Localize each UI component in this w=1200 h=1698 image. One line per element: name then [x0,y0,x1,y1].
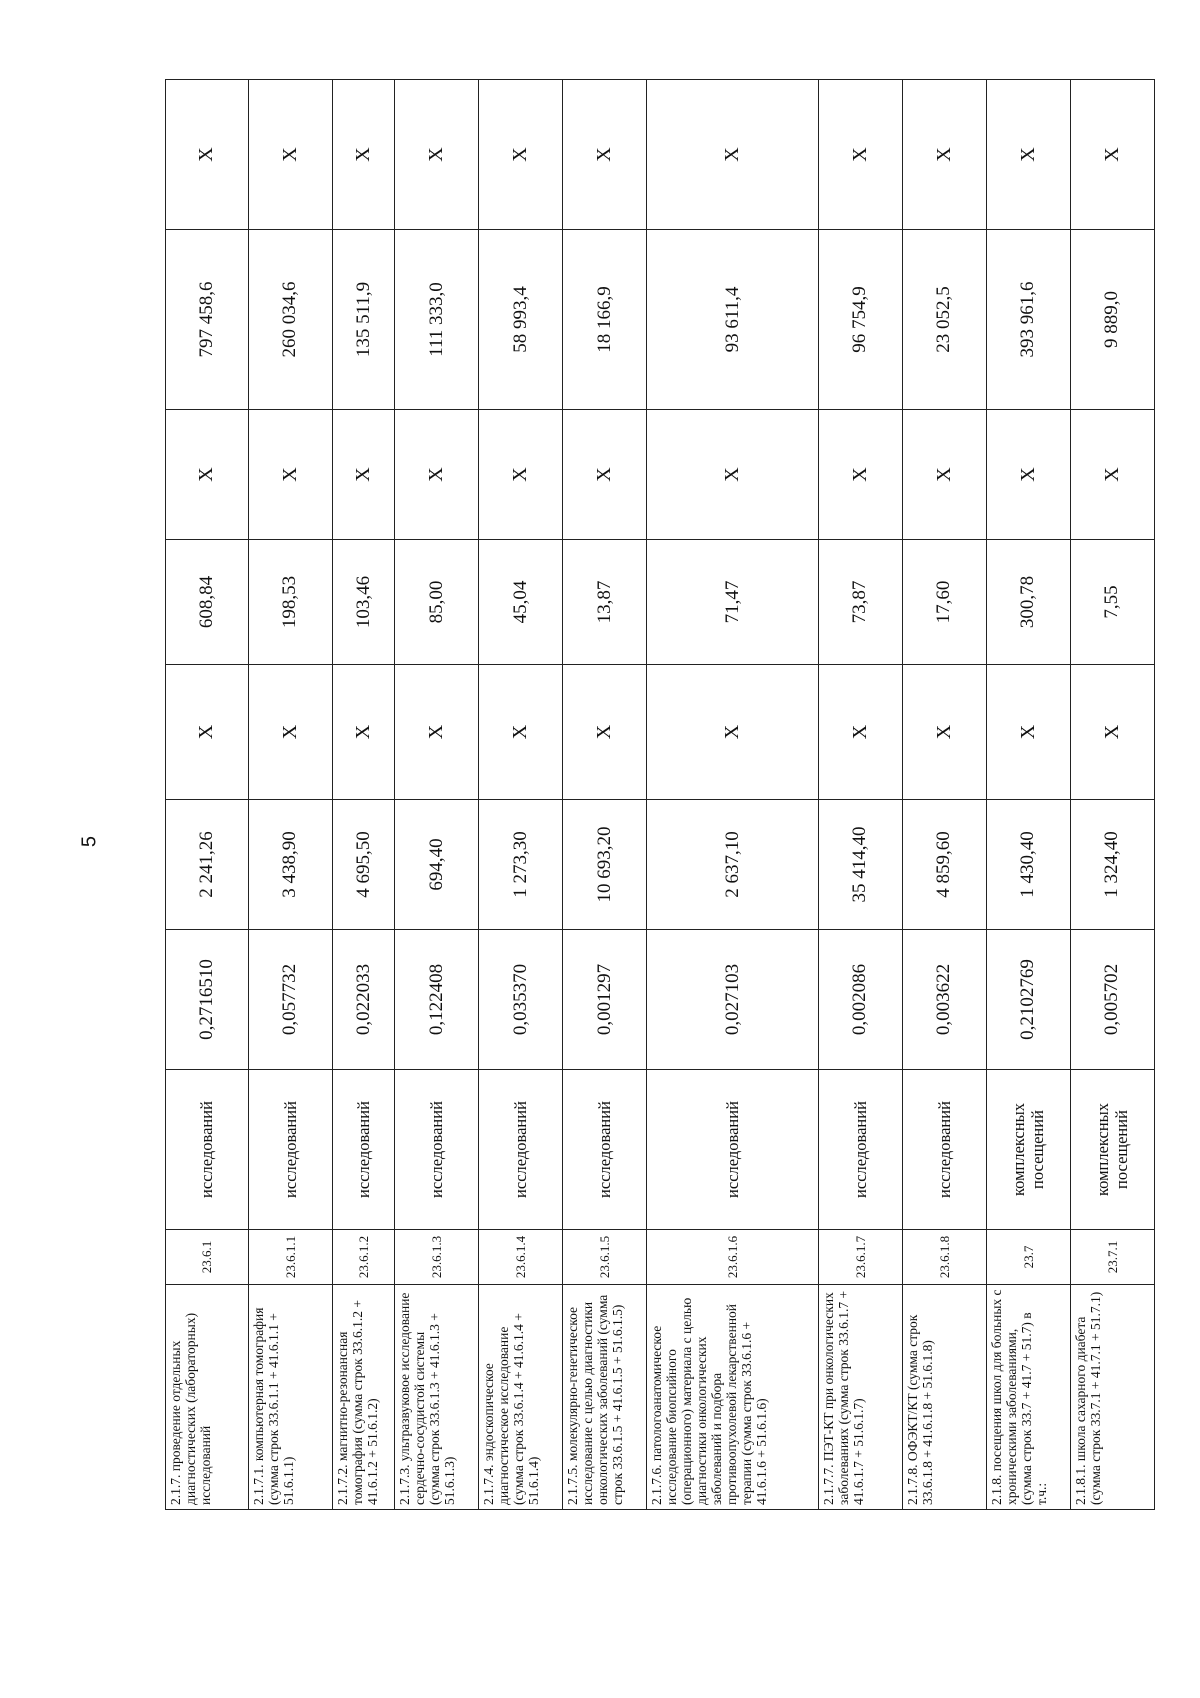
row-x-mark: X [248,665,332,800]
row-total: 18 166,9 [563,230,647,410]
row-x-mark: X [479,410,563,540]
row-total: 111 333,0 [395,230,479,410]
row-volume: 0,022033 [333,930,395,1070]
row-unit: исследований [166,1070,249,1230]
row-code: 23.6.1.3 [395,1230,479,1285]
row-unit: исследований [563,1070,647,1230]
row-cost: 1 273,30 [479,800,563,930]
row-x-mark: X [1070,410,1154,540]
row-cost: 10 693,20 [563,800,647,930]
row-name: 2.1.7.2. магнитно-резонансная томография (сумма строк 33.6.1.2 + 41.6.1.2 + 51.6.1.2) [333,1285,395,1510]
row-x-mark: X [166,665,249,800]
row-name: 2.1.7.3. ультразвуковое исследование сердечно-сосудистой системы (сумма строк 33.6.1.3 + 41.6.1.3 + 51.6.1.3) [395,1285,479,1510]
row-cost: 2 241,26 [166,800,249,930]
row-total: 93 611,4 [647,230,818,410]
row-name: 2.1.7.8. ОФЭКТ/КТ (сумма строк 33.6.1.8 + 41.6.1.8 + 51.6.1.8) [902,1285,986,1510]
row-cost: 3 438,90 [248,800,332,930]
table-row [395,80,479,1510]
row-volume: 0,122408 [395,930,479,1070]
row-x-mark: X [333,80,395,230]
row-name: 2.1.7.5. молекулярно-генетическое исследование с целью диагностики онкологических заболеваний (сумма строк 33.6.1.5 + 41.6.1.5 + 51.6.1.5) [563,1285,647,1510]
row-x-mark: X [986,665,1070,800]
row-amount: 103,46 [333,540,395,665]
row-name: 2.1.7. проведение отдельных диагностических (лабораторных) исследований [166,1285,249,1510]
row-code: 23.6.1.4 [479,1230,563,1285]
row-x-mark: X [818,410,902,540]
table-body [166,80,1155,1510]
row-x-mark: X [395,410,479,540]
table-row [166,80,249,1510]
row-name: 2.1.7.4. эндоскопическое диагностическое исследование (сумма строк 33.6.1.4 + 41.6.1.4 + 51.6.1.4) [479,1285,563,1510]
row-x-mark: X [395,80,479,230]
row-cost: 35 414,40 [818,800,902,930]
row-x-mark: X [333,665,395,800]
row-amount: 71,47 [647,540,818,665]
row-x-mark: X [986,410,1070,540]
row-amount: 7,55 [1070,540,1154,665]
row-code: 23.6.1 [166,1230,249,1285]
table-row [818,80,902,1510]
row-total: 58 993,4 [479,230,563,410]
row-total: 797 458,6 [166,230,249,410]
row-unit: исследований [902,1070,986,1230]
row-amount: 73,87 [818,540,902,665]
table-row [902,80,986,1510]
table-row [563,80,647,1510]
row-volume: 0,003622 [902,930,986,1070]
row-x-mark: X [248,80,332,230]
row-amount: 300,78 [986,540,1070,665]
row-total: 393 961,6 [986,230,1070,410]
row-total: 260 034,6 [248,230,332,410]
row-code: 23.6.1.1 [248,1230,332,1285]
row-amount: 45,04 [479,540,563,665]
row-unit: исследований [248,1070,332,1230]
table-container [165,80,1155,1510]
row-unit: комплексных посещений [986,1070,1070,1230]
row-name: 2.1.8. посещения школ для больных с хроническими заболеваниями, (сумма строк 33.7 + 41.7 + 51.7) в т.ч.: [986,1285,1070,1510]
row-unit: исследований [479,1070,563,1230]
row-x-mark: X [647,80,818,230]
row-x-mark: X [818,665,902,800]
row-volume: 0,035370 [479,930,563,1070]
row-code: 23.7.1 [1070,1230,1154,1285]
row-amount: 85,00 [395,540,479,665]
row-name: 2.1.7.6. патологоанатомическое исследование биопсийного (операционного) материала с целью диагностики онкологических заболеваний и подбора противоопухолевой лекарственной терапии (сумма строк 33.6.1.6 + 41.6.1.6 + 51.6.1.6) [647,1285,818,1510]
table-row [248,80,332,1510]
row-volume: 0,001297 [563,930,647,1070]
row-volume: 0,2102769 [986,930,1070,1070]
row-name: 2.1.7.7. ПЭТ-КТ при онкологических заболеваниях (сумма строк 33.6.1.7 + 41.6.1.7 + 51.6.1.7) [818,1285,902,1510]
table-row [479,80,563,1510]
row-x-mark: X [1070,665,1154,800]
row-cost: 694,40 [395,800,479,930]
table-row [1070,80,1154,1510]
row-x-mark: X [563,665,647,800]
row-volume: 0,057732 [248,930,332,1070]
row-code: 23.6.1.6 [647,1230,818,1285]
row-unit: исследований [818,1070,902,1230]
row-x-mark: X [818,80,902,230]
row-unit: исследований [333,1070,395,1230]
row-x-mark: X [563,80,647,230]
row-x-mark: X [333,410,395,540]
row-x-mark: X [647,665,818,800]
row-total: 96 754,9 [818,230,902,410]
row-cost: 4 859,60 [902,800,986,930]
row-unit: комплексных посещений [1070,1070,1154,1230]
row-amount: 17,60 [902,540,986,665]
row-x-mark: X [986,80,1070,230]
row-name: 2.1.7.1. компьютерная томография (сумма строк 33.6.1.1 + 41.6.1.1 + 51.6.1.1) [248,1285,332,1510]
row-cost: 4 695,50 [333,800,395,930]
row-code: 23.6.1.2 [333,1230,395,1285]
table-row [986,80,1070,1510]
row-x-mark: X [166,80,249,230]
table-row [333,80,395,1510]
financing-table [165,79,1155,1510]
row-unit: исследований [647,1070,818,1230]
row-x-mark: X [563,410,647,540]
row-unit: исследований [395,1070,479,1230]
row-volume: 0,005702 [1070,930,1154,1070]
row-amount: 13,87 [563,540,647,665]
row-x-mark: X [902,80,986,230]
row-x-mark: X [647,410,818,540]
row-x-mark: X [479,665,563,800]
row-total: 23 052,5 [902,230,986,410]
row-amount: 198,53 [248,540,332,665]
row-cost: 2 637,10 [647,800,818,930]
row-total: 9 889,0 [1070,230,1154,410]
row-cost: 1 430,40 [986,800,1070,930]
row-cost: 1 324,40 [1070,800,1154,930]
row-x-mark: X [248,410,332,540]
row-x-mark: X [902,410,986,540]
row-code: 23.6.1.5 [563,1230,647,1285]
row-volume: 0,027103 [647,930,818,1070]
table-row [647,80,818,1510]
row-code: 23.6.1.7 [818,1230,902,1285]
row-volume: 0,002086 [818,930,902,1070]
row-total: 135 511,9 [333,230,395,410]
row-volume: 0,2716510 [166,930,249,1070]
row-name: 2.1.8.1. школа сахарного диабета (сумма строк 33.7.1 + 41.7.1 + 51.7.1) [1070,1285,1154,1510]
row-x-mark: X [166,410,249,540]
row-x-mark: X [395,665,479,800]
row-code: 23.6.1.8 [902,1230,986,1285]
page-number: 5 [78,835,101,848]
row-x-mark: X [1070,80,1154,230]
row-amount: 608,84 [166,540,249,665]
row-x-mark: X [479,80,563,230]
row-code: 23.7 [986,1230,1070,1285]
row-x-mark: X [902,665,986,800]
